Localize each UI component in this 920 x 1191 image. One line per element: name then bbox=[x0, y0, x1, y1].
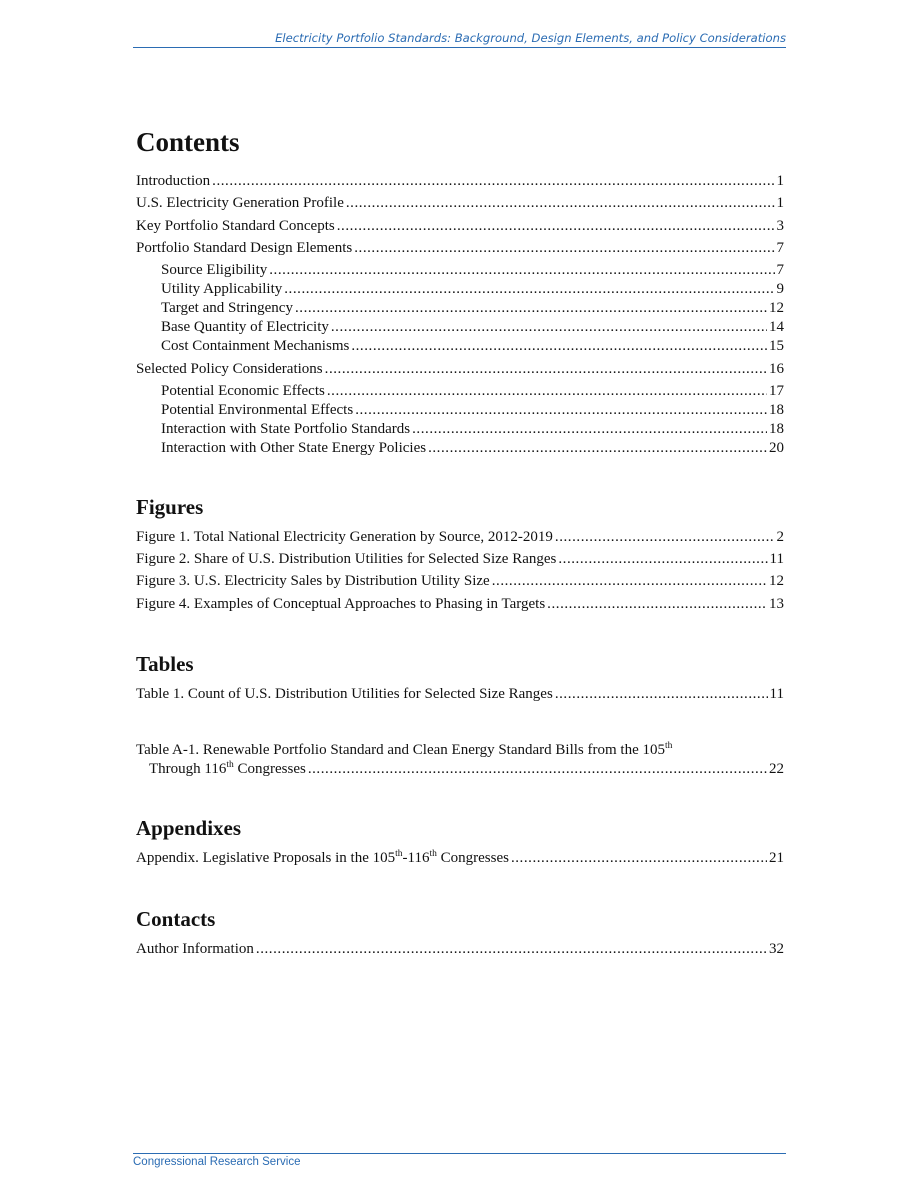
figures-list bbox=[136, 528, 784, 614]
toc-entry-key-concepts[interactable]: Key Portfolio Standard Concepts . . . 3 bbox=[136, 217, 784, 236]
toc-entry-generation-profile[interactable]: U.S. Electricity Generation Profile . . . 1 bbox=[136, 194, 784, 213]
toc-entry-appendix[interactable]: Appendix. Legislative Proposals in the 105th-116th Congresses . . . 21 bbox=[136, 849, 784, 868]
toc-entry-state-energy-policies[interactable]: Interaction with Other State Energy Policies . . . 20 bbox=[136, 439, 784, 458]
toc-entry-author-information[interactable]: Author Information . . . 32 bbox=[136, 940, 784, 959]
contents-list bbox=[136, 172, 784, 458]
toc-entry-base-quantity[interactable]: Base Quantity of Electricity . . . 14 bbox=[136, 318, 784, 337]
contents-heading: Contents bbox=[136, 127, 240, 157]
toc-entry-figure-4[interactable]: Figure 4. Examples of Conceptual Approaches to Phasing in Targets . . . 13 bbox=[136, 595, 784, 614]
running-header: Electricity Portfolio Standards: Background, Design Elements, and Policy Considerations bbox=[133, 30, 786, 48]
toc-entry-utility-applicability[interactable]: Utility Applicability . . . 9 bbox=[136, 280, 784, 299]
tables-heading: Tables bbox=[136, 651, 194, 676]
toc-entry-policy-considerations[interactable]: Selected Policy Considerations . . . 16 bbox=[136, 360, 784, 379]
toc-entry-figure-1[interactable]: Figure 1. Total National Electricity Generation by Source, 2012-2019 . . . 2 bbox=[136, 528, 784, 547]
toc-entry-design-elements[interactable]: Portfolio Standard Design Elements . . . 7 bbox=[136, 239, 784, 258]
appendixes-list bbox=[136, 849, 784, 868]
tables-list bbox=[136, 685, 784, 704]
contacts-heading: Contacts bbox=[136, 906, 216, 931]
toc-entry-target-stringency[interactable]: Target and Stringency . . . 12 bbox=[136, 299, 784, 318]
toc-entry-figure-2[interactable]: Figure 2. Share of U.S. Distribution Utilities for Selected Size Ranges . . . 11 bbox=[136, 550, 784, 569]
toc-entry-figure-3[interactable]: Figure 3. U.S. Electricity Sales by Distribution Utility Size . . . 12 bbox=[136, 572, 784, 591]
toc-entry-environmental-effects[interactable]: Potential Environmental Effects . . . 18 bbox=[136, 401, 784, 420]
toc-entry-table-1[interactable]: Table 1. Count of U.S. Distribution Utilities for Selected Size Ranges . . . 11 bbox=[136, 685, 784, 704]
footer: Congressional Research Service bbox=[133, 1153, 786, 1168]
toc-entry-economic-effects[interactable]: Potential Economic Effects . . . 17 bbox=[136, 382, 784, 401]
toc-entry-source-eligibility[interactable]: Source Eligibility . . . 7 bbox=[136, 261, 784, 280]
contacts-list bbox=[136, 940, 784, 959]
toc-entry-state-portfolio-standards[interactable]: Interaction with State Portfolio Standards . . . 18 bbox=[136, 420, 784, 439]
figures-heading: Figures bbox=[136, 494, 204, 519]
toc-entry-table-a1[interactable]: Table A-1. Renewable Portfolio Standard and Clean Energy Standard Bills from the 105th Through 116th Congresses . . . 22 bbox=[136, 741, 784, 779]
appendixes-heading: Appendixes bbox=[136, 815, 242, 840]
table-of-contents bbox=[136, 126, 784, 959]
toc-entry-introduction[interactable]: Introduction . . . 1 bbox=[136, 172, 784, 191]
toc-entry-cost-containment[interactable]: Cost Containment Mechanisms . . . 15 bbox=[136, 337, 784, 356]
